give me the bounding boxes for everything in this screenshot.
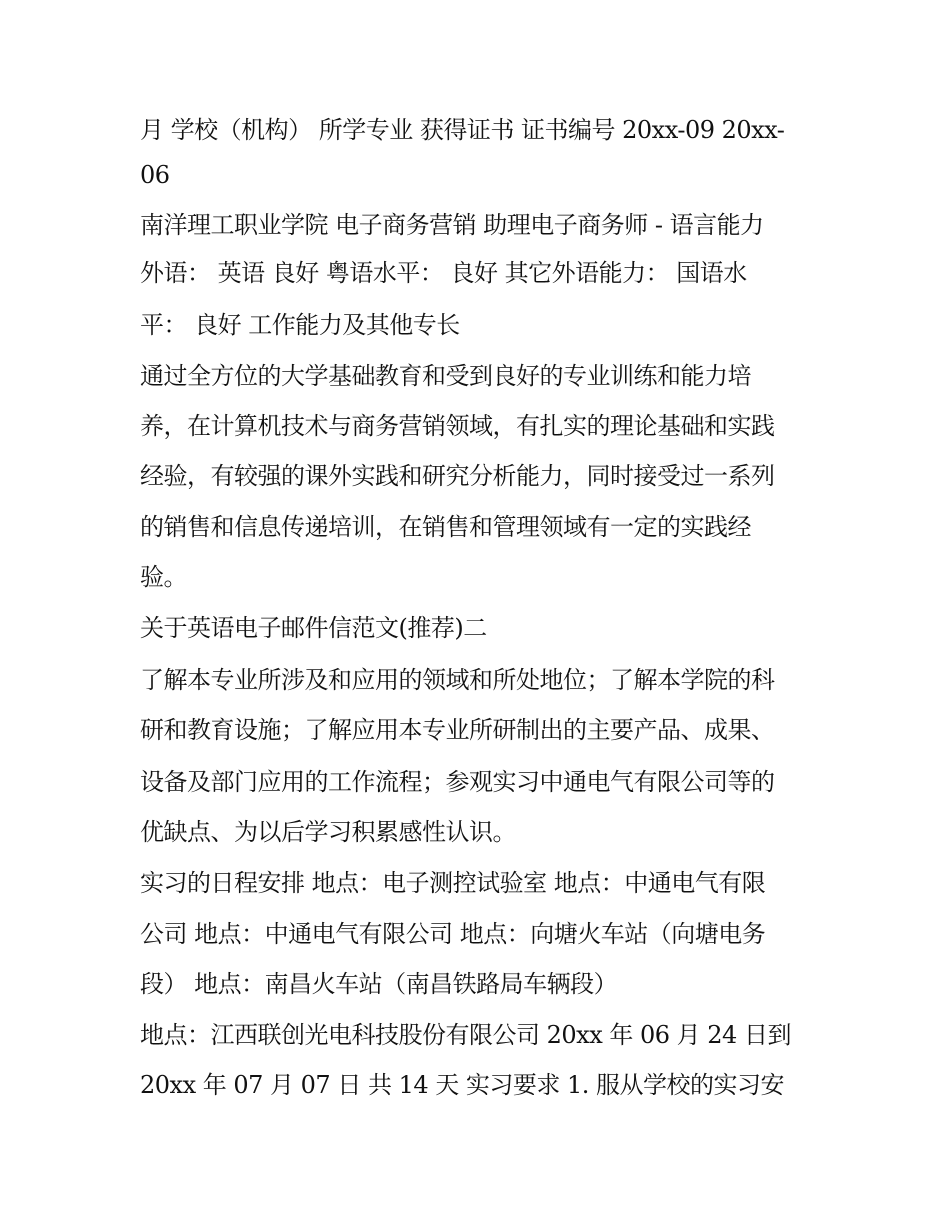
text-line: 设备及部门应用的工作流程；参观实习中通电气有限公司等的	[140, 768, 775, 796]
text-line: 20xx 年 07 月 07 日 共 14 天 实习要求 1. 服从学校的实习安	[140, 1071, 785, 1099]
text-line: 公司 地点：中通电气有限公司 地点：向塘火车站（向塘电务	[140, 920, 766, 948]
text-line: 验。	[140, 563, 187, 591]
text-line: 段） 地点：南昌火车站（南昌铁路局车辆段）	[140, 970, 618, 998]
text-line: 实习的日程安排 地点：电子测控试验室 地点：中通电气有限	[140, 869, 766, 897]
text-line: 研和教育设施；了解应用本专业所研制出的主要产品、成果、	[140, 716, 775, 744]
text-line: 月 学校（机构） 所学专业 获得证书 证书编号 20xx-09 20xx-	[140, 116, 785, 144]
text-line: 养，在计算机技术与商务营销领域，有扎实的理论基础和实践	[140, 412, 775, 440]
text-line: 优缺点、为以后学习积累感性认识。	[140, 818, 516, 846]
text-line: 外语： 英语 良好 粤语水平： 良好 其它外语能力： 国语水	[140, 259, 747, 287]
text-line: 经验，有较强的课外实践和研究分析能力，同时接受过一系列	[140, 462, 775, 490]
text-line: 了解本专业所涉及和应用的领域和所处地位；了解本学院的科	[140, 666, 775, 694]
text-line: 通过全方位的大学基础教育和受到良好的专业训练和能力培	[140, 362, 751, 390]
text-line: 06	[140, 161, 170, 189]
text-line: 南洋理工职业学院 电子商务营销 助理电子商务师 - 语言能力	[140, 211, 764, 239]
text-line: 平： 良好 工作能力及其他专长	[140, 311, 460, 339]
text-line: 的销售和信息传递培训，在销售和管理领域有一定的实践经	[140, 513, 751, 541]
text-line: 地点：江西联创光电科技股份有限公司 20xx 年 06 月 24 日到	[140, 1021, 791, 1049]
section-heading: 关于英语电子邮件信范文(推荐)二	[140, 614, 487, 642]
